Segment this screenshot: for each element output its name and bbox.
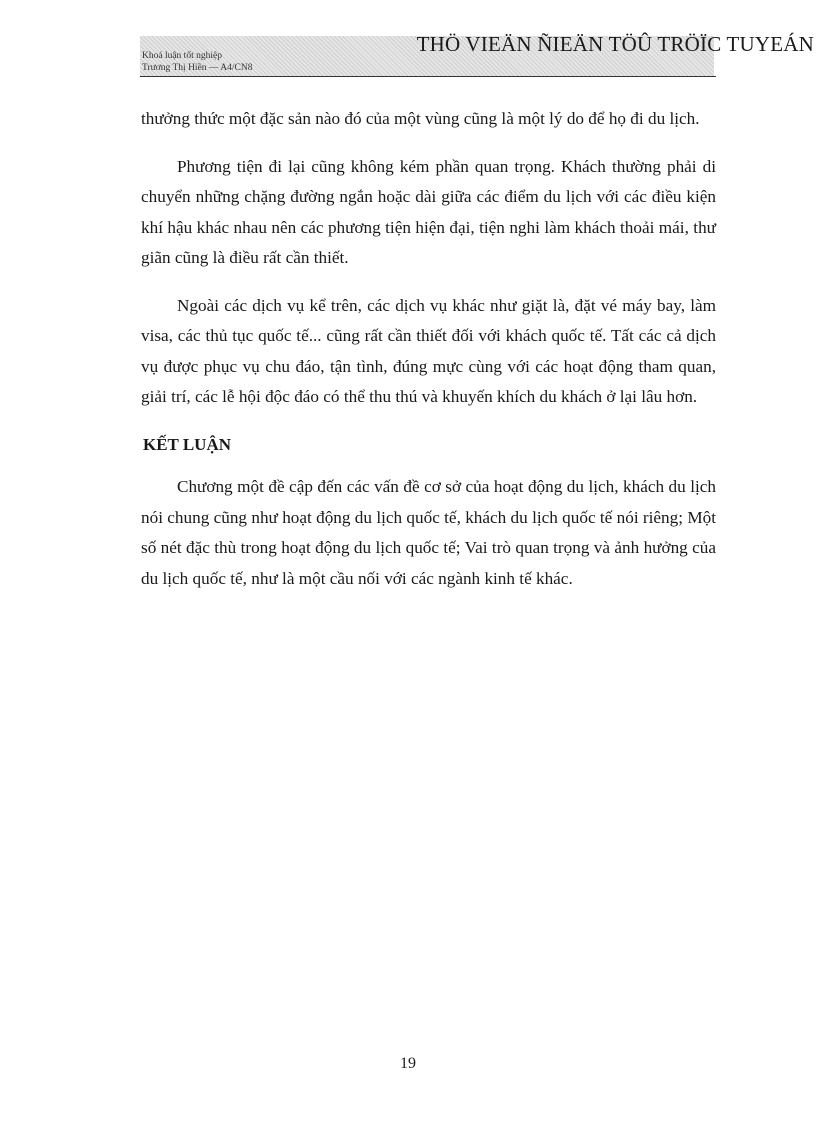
- page-number: 19: [400, 1055, 416, 1072]
- paragraph-4: Chương một đề cập đến các vấn đề cơ sở của hoạt động du lịch, khách du lịch nói chung cũng như hoạt động du lịch quốc tế, khách du lịch quốc tế nói riêng; Một số nét đặc thù trong hoạt động du lịch quốc tế; Vai trò quan trọng và ảnh hưởng của du lịch quốc tế, như là một cầu nối với các ngành kinh tế khác.: [141, 477, 716, 588]
- paragraph-2: Phương tiện đi lại cũng không kém phần quan trọng. Khách thường phải di chuyển những chặng đường ngắn hoặc dài giữa các điểm du lịch với các điều kiện khí hậu khác nhau nên các phương tiện hiện đại, tiện nghi làm khách thoải mái, thư giãn cũng là điều rất cần thiết.: [141, 156, 716, 267]
- header-author-label: Trương Thị Hiền — A4/CN8: [142, 63, 253, 73]
- paragraph-1: thưởng thức một đặc sản nào đó của một vùng cũng là một lý do để họ đi du lịch.: [141, 109, 700, 128]
- paragraph-3: Ngoài các dịch vụ kể trên, các dịch vụ khác như giặt là, đặt vé máy bay, làm visa, các thủ tục quốc tế... cũng rất cần thiết đối với khách quốc tế. Tất các cả dịch vụ được phục vụ chu đáo, tận tình, đúng mực cùng với các hoạt động tham quan, giải trí, các lễ hội độc đáo có thể thu thú và khuyến khích du khách ở lại lâu hơn.: [141, 295, 716, 406]
- section-heading: KẾT LUẬN: [143, 434, 232, 454]
- header-left: [142, 50, 252, 74]
- header-library-title: THÖ VIEÄN ÑIEÄN TÖÛ TRÖÏC TUYEÁN: [416, 32, 814, 56]
- header-thesis-label: Khoá luận tốt nghiệp: [142, 51, 222, 61]
- page-body: [141, 104, 716, 611]
- header-rule: [140, 76, 716, 77]
